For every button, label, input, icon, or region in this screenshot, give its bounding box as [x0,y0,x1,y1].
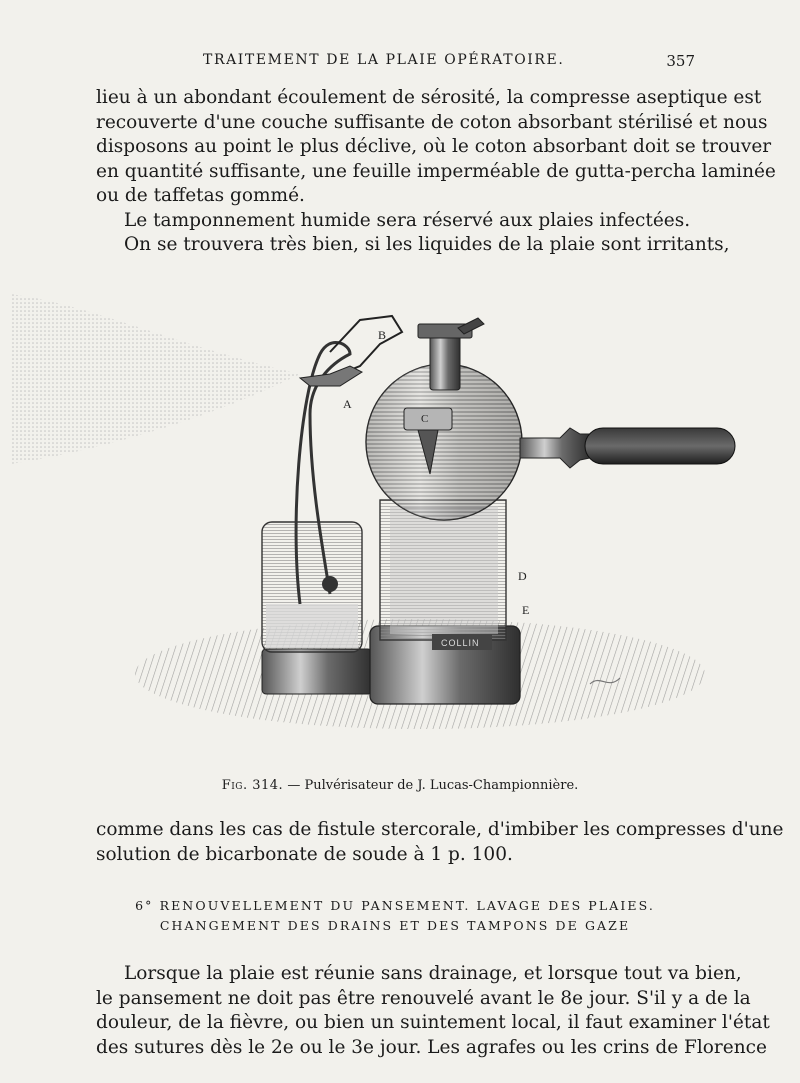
figure-number: Fig. 314. [221,778,284,793]
paragraph-line: Lorsque la plaie est réunie sans drainage, et lorsque tout va bien, [124,963,742,984]
paragraph-line: en quantité suffisante, une feuille imperméable de gutta-percha laminée [96,160,776,182]
figure-314 [0,274,800,794]
section-body [96,962,770,1060]
paragraph-line: Le tamponnement humide sera réservé aux plaies infectées. [124,209,691,231]
boiler-neck [430,334,460,390]
paragraph-line: le pansement ne doit pas être renouvelé avant le 8e jour. S'il y a de la [96,987,751,1009]
nozzle-assembly [330,316,402,374]
paragraph-line: ou de taffetas gommé. [96,185,305,206]
page-number: 357 [666,52,695,70]
paragraph-line: solution de bicarbonate de soude à 1 p. 100. [96,843,513,865]
maker-label: COLLIN [441,638,480,648]
siphon-weight [322,576,338,592]
paragraph-line: On se trouvera très bien, si les liquides de la plaie sont irritants, [124,234,730,255]
running-title: TRAITEMENT DE LA PLAIE OPÉRATOIRE. [203,52,565,68]
continuation-paragraph [96,818,784,867]
section-heading-line: CHANGEMENT DES DRAINS ET DES TAMPONS DE GAZE [159,918,631,933]
label-a: A [343,397,352,411]
paragraph-line: recouverte d'une couche suffisante de coton absorbant stérilisé et nous [96,111,768,133]
paragraph-line: comme dans les cas de fistule stercorale, d'imbiber les compresses d'une [96,819,784,840]
label-e: E [522,603,530,617]
paragraph-line: disposons au point le plus déclive, où le coton absorbant doit se trouver [96,136,772,157]
figure-caption [0,778,800,793]
label-b: B [378,328,387,342]
running-header [98,50,696,74]
bottle-liquid [266,604,358,648]
section-heading-line: 6° RENOUVELLEMENT DU PANSEMENT. LAVAGE DES PLAIES. [135,898,655,913]
paragraph-line: douleur, de la fièvre, ou bien un suintement local, il faut examiner l'état [96,1012,770,1033]
wooden-handle [585,428,735,464]
label-c: C [421,413,429,425]
paragraph-line: des sutures dès le 2e ou le 3e jour. Les agrafes ou les crins de Florence [96,1036,767,1058]
figure-caption-text: — Pulvérisateur de J. Lucas-Championnière. [287,778,579,793]
spray-cloud [10,294,300,464]
paragraph-line: lieu à un abondant écoulement de sérosité, la compresse aseptique est [96,87,762,108]
opening-paragraphs [96,86,776,258]
bottle-base [262,649,372,694]
handle-connector [520,428,590,468]
pulverizer-illustration [0,274,800,764]
lamp-glass [390,506,498,634]
label-d: D [518,569,527,583]
section-heading [96,896,694,936]
